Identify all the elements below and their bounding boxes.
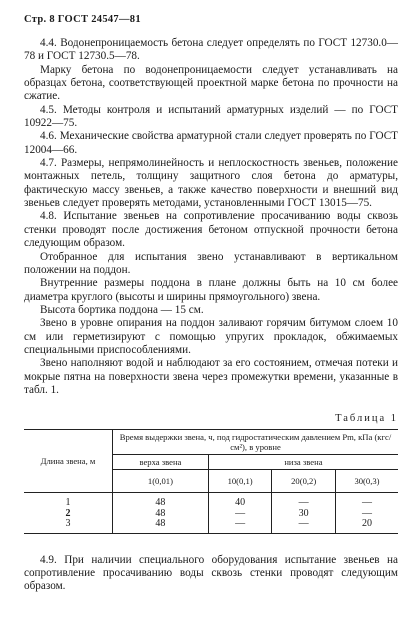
paragraph: 4.9. При наличии специального оборудования испытание звеньев на сопротивление просачиванию воды сквозь стенки проводят следующим образом.: [24, 553, 398, 593]
table-cell: 1: [65, 497, 71, 509]
table-row: [24, 493, 398, 509]
paragraph: 4.6. Механические свойства арматурной стали следует проверять по ГОСТ 12004—66.: [24, 130, 398, 156]
paragraph: 4.7. Размеры, непрямолинейность и неплоскостность звеньев, положение монтажных петель, толщину защитного слоя бетона до арматуры, фактическую массу звеньев, а также качество поверхности и внешний вид звеньев следует проверять методами, установленными ГОСТ 13015—75.: [24, 157, 398, 210]
table-cell: 2: [65, 507, 71, 519]
column-header-length: Длина звена, м: [24, 430, 113, 493]
pressure-header: 30(0,3): [335, 470, 398, 493]
paragraph: Звено наполняют водой и наблюдают за его состоянием, отмечая потеки и мокрые пятна на поверхности звена через промежутки времени, указанные в табл. 1.: [24, 357, 398, 396]
paragraph: 4.4. Водонепроницаемость бетона следует определять по ГОСТ 12730.0—78 и ГОСТ 12730.5—78.: [24, 37, 398, 63]
data-table: [24, 429, 398, 534]
table-cell: 30: [272, 509, 336, 520]
table-cell: 48: [113, 493, 209, 509]
table-cell: —: [208, 509, 272, 520]
table-cell: —: [335, 509, 398, 520]
table-cell: —: [335, 493, 398, 509]
table-cell: —: [208, 519, 272, 533]
table-cell: —: [272, 493, 336, 509]
paragraph: Марку бетона по водонепроницаемости следует устанавливать на образцах бетона, соответствующей проектной марке бетона по прочности на сжатие.: [24, 63, 398, 103]
table-cell: 20: [335, 519, 398, 533]
column-header-bottom: низа звена: [208, 455, 398, 470]
table-row: [24, 509, 398, 520]
table-cell: 48: [113, 519, 209, 533]
pressure-header: 10(0,1): [208, 470, 272, 493]
pressure-header: 20(0,2): [272, 470, 336, 493]
paragraph: Внутренние размеры поддона в плане должны быть на 10 см более диаметра круглого (высоты и ширины прямоугольного) звена.: [24, 277, 398, 303]
document-page: [24, 14, 398, 594]
table-cell: —: [272, 519, 336, 533]
body-text: [24, 37, 398, 397]
page-header: Стр. 8 ГОСТ 24547—81: [24, 14, 141, 25]
paragraph: 4.5. Методы контроля и испытаний арматурных изделий — по ГОСТ 10922—75.: [24, 103, 398, 130]
body-text-after-table: [24, 554, 398, 594]
paragraph: Отобранное для испытания звено устанавливают в вертикальном положении на поддон.: [24, 250, 398, 276]
paragraph: 4.8. Испытание звеньев на сопротивление просачиванию воды сквозь стенки проводят после достижения бетоном отпускной прочности бетона следующим образом.: [24, 210, 398, 250]
table-cell: 48: [113, 509, 209, 520]
pressure-header: 1(0,01): [113, 470, 209, 493]
paragraph: Высота бортика поддона — 15 см.: [40, 303, 204, 316]
column-header-top: верха звена: [113, 455, 209, 470]
table-caption: Таблица 1: [335, 413, 398, 425]
column-group-header: Время выдержки звена, ч, под гидростатическим давлением Pm, кПа (кгс/см²), в уровне: [113, 430, 399, 455]
table-cell: 3: [24, 519, 113, 533]
paragraph: Звено в уровне опирания на поддон заливают горячим битумом слоем 10 см или герметизируют с помощью упругих прокладок, обжимаемых специальными приспособлениями.: [24, 317, 398, 356]
table-row: [24, 519, 398, 533]
table-cell: 40: [208, 493, 272, 509]
